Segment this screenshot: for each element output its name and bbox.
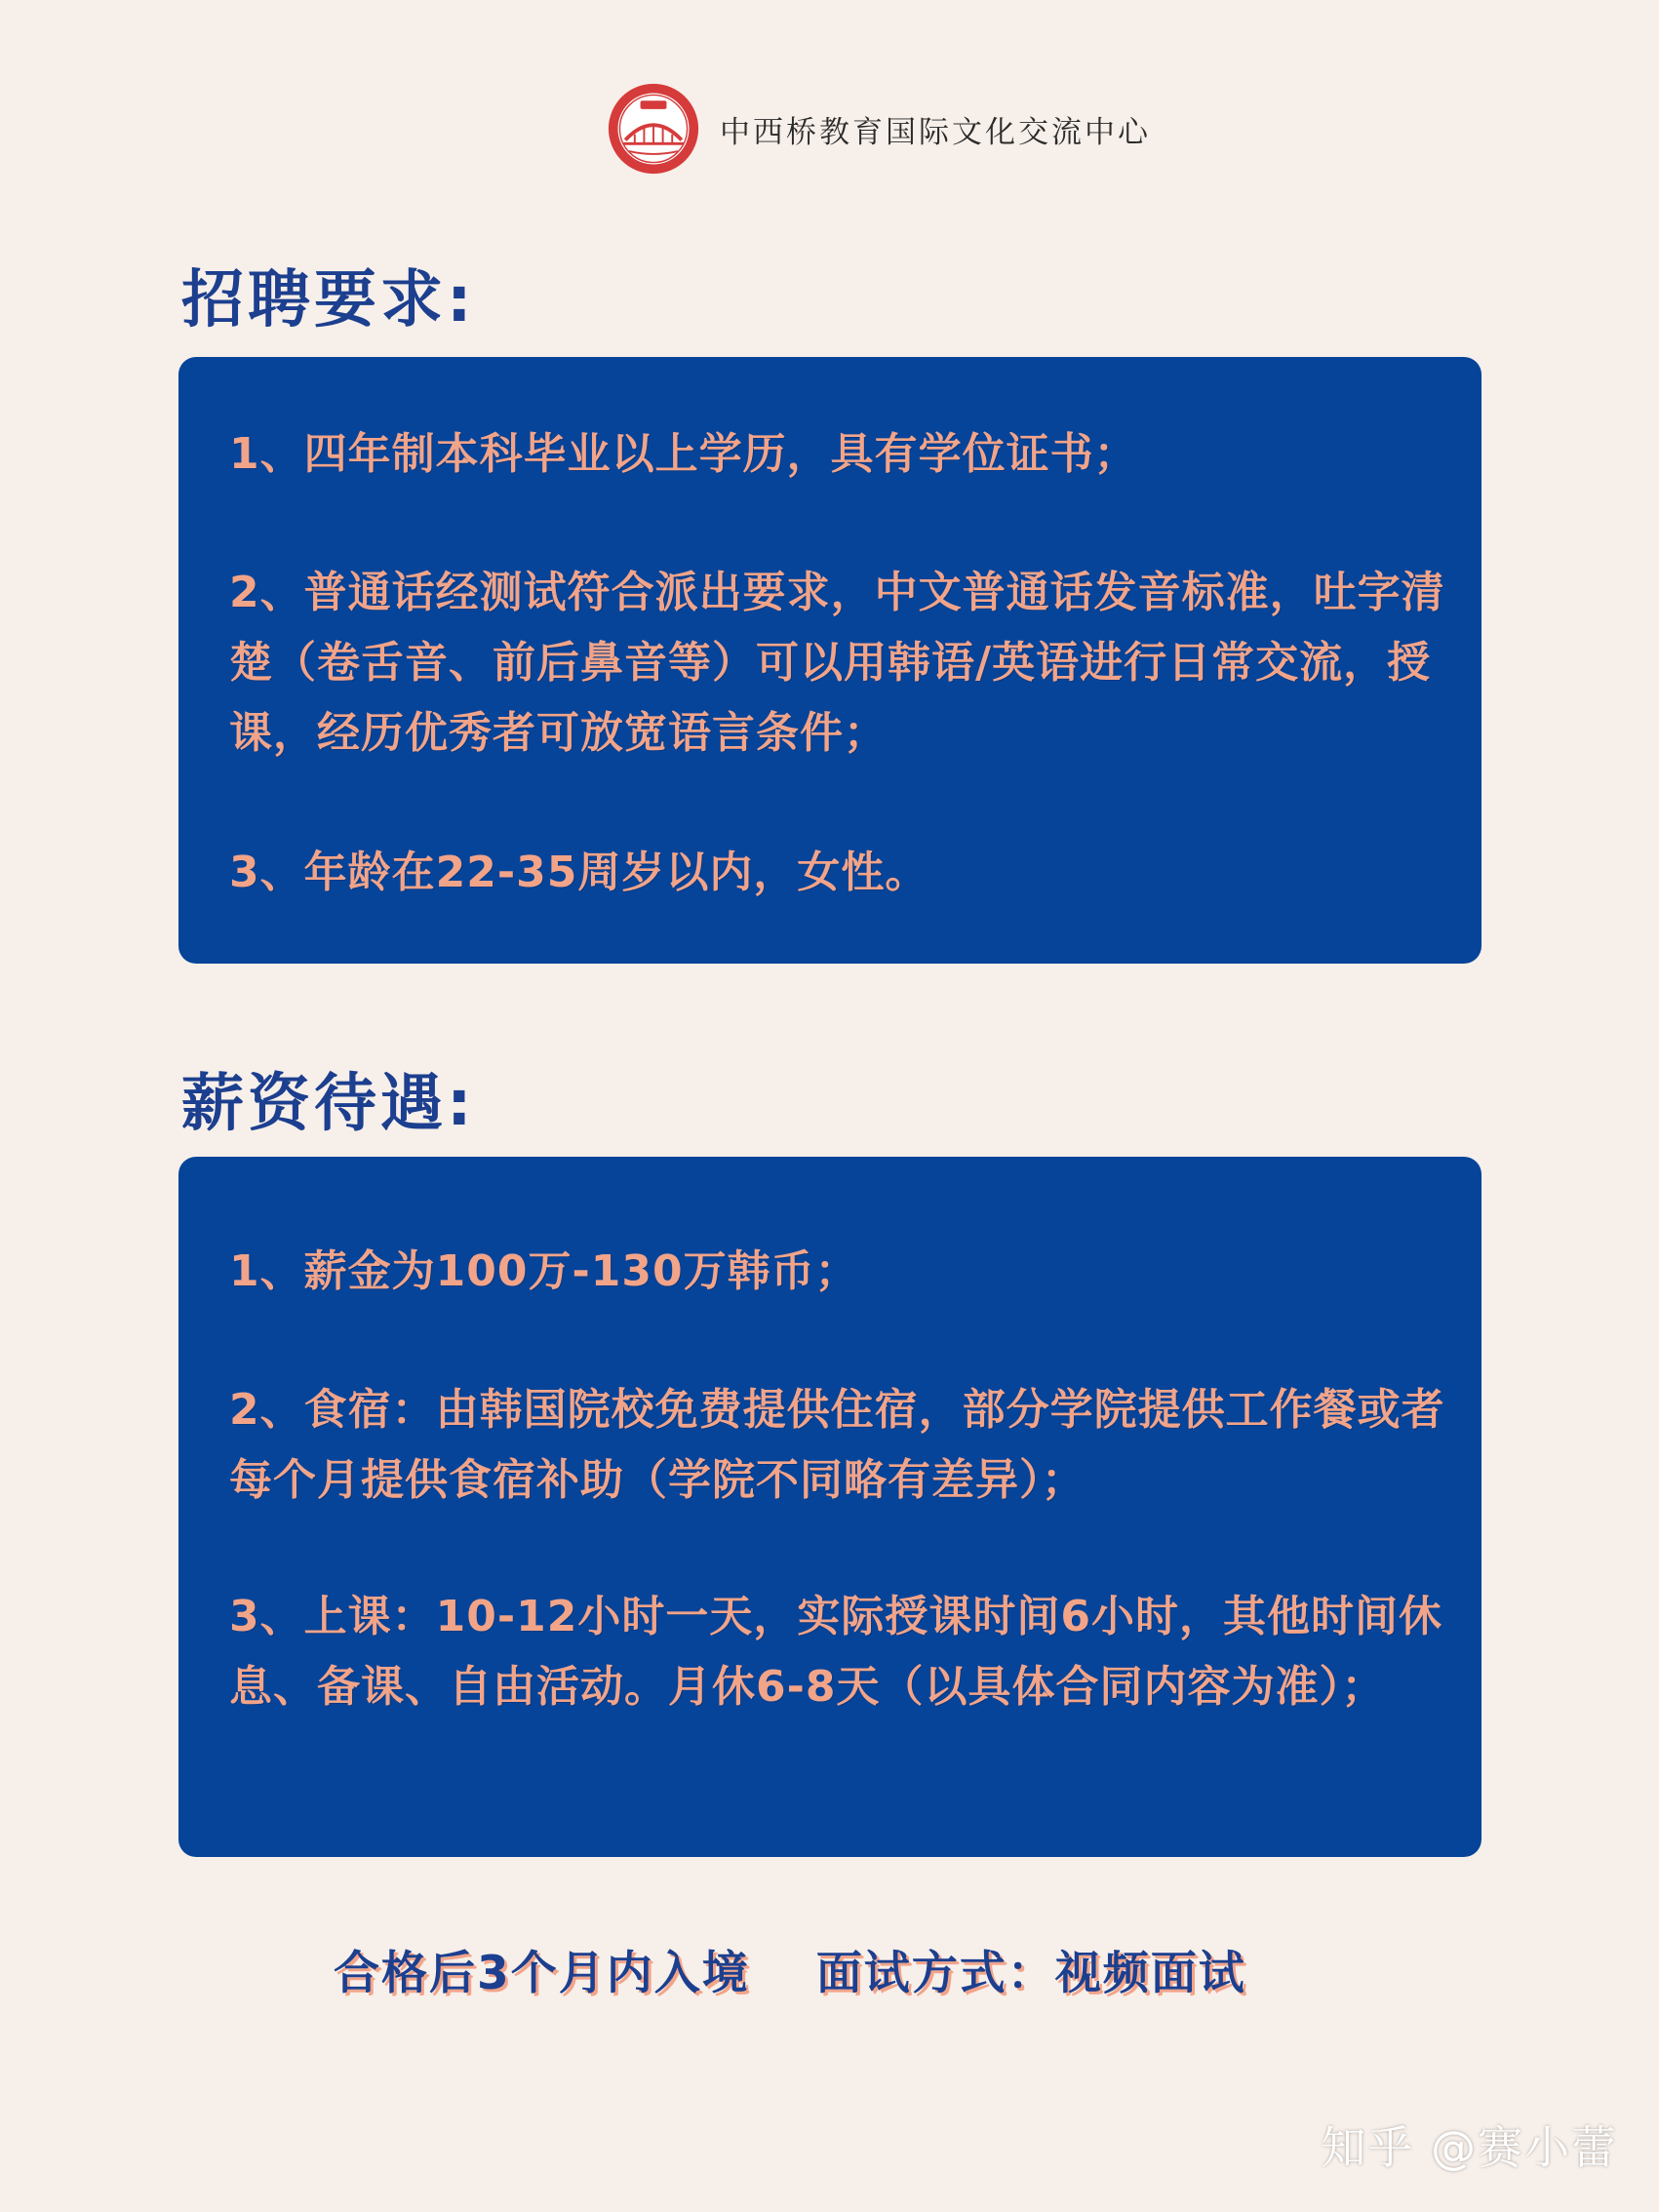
recruitment-item-age: 3、年龄在22-35周岁以内，女性。 — [229, 848, 929, 897]
salary-card — [178, 1157, 1481, 1857]
salary-item-accommodation: 2、食宿：由韩国院校免费提供住宿，部分学院提供工作餐或者每个月提供食宿补助（学院不同略有差异）； — [229, 1385, 1445, 1505]
organization-logo-icon — [607, 82, 700, 176]
footer — [334, 1937, 1246, 2002]
recruitment-item-language: 2、普通话经测试符合派出要求，中文普通话发音标准，吐字清楚（卷舌音、前后鼻音等）可以用韩语/英语进行日常交流，授课，经历优秀者可放宽语言条件； — [229, 568, 1445, 758]
header — [607, 80, 1151, 178]
recruitment-card — [178, 357, 1481, 964]
salary-item-schedule: 3、上课：10-12小时一天，实际授课时间6小时，其他时间休息、备课、自由活动。月休6-8天（以具体合同内容为准）； — [229, 1592, 1442, 1712]
recruitment-title: 招聘要求: — [181, 264, 476, 336]
salary-item-pay: 1、薪金为100万-130万韩币； — [229, 1246, 859, 1296]
entry-timing: 合格后3个月内入境 — [334, 1947, 750, 2000]
footer-spacer — [750, 1937, 816, 2002]
watermark: 知乎 @赛小蕾 — [1321, 2121, 1618, 2174]
salary-title: 薪资待遇: — [181, 1068, 476, 1140]
interview-method: 面试方式：视频面试 — [815, 1947, 1246, 2000]
organization-name: 中西桥教育国际文化交流中心 — [720, 114, 1151, 150]
recruitment-item-education: 1、四年制本科毕业以上学历，具有学位证书； — [229, 429, 1138, 479]
